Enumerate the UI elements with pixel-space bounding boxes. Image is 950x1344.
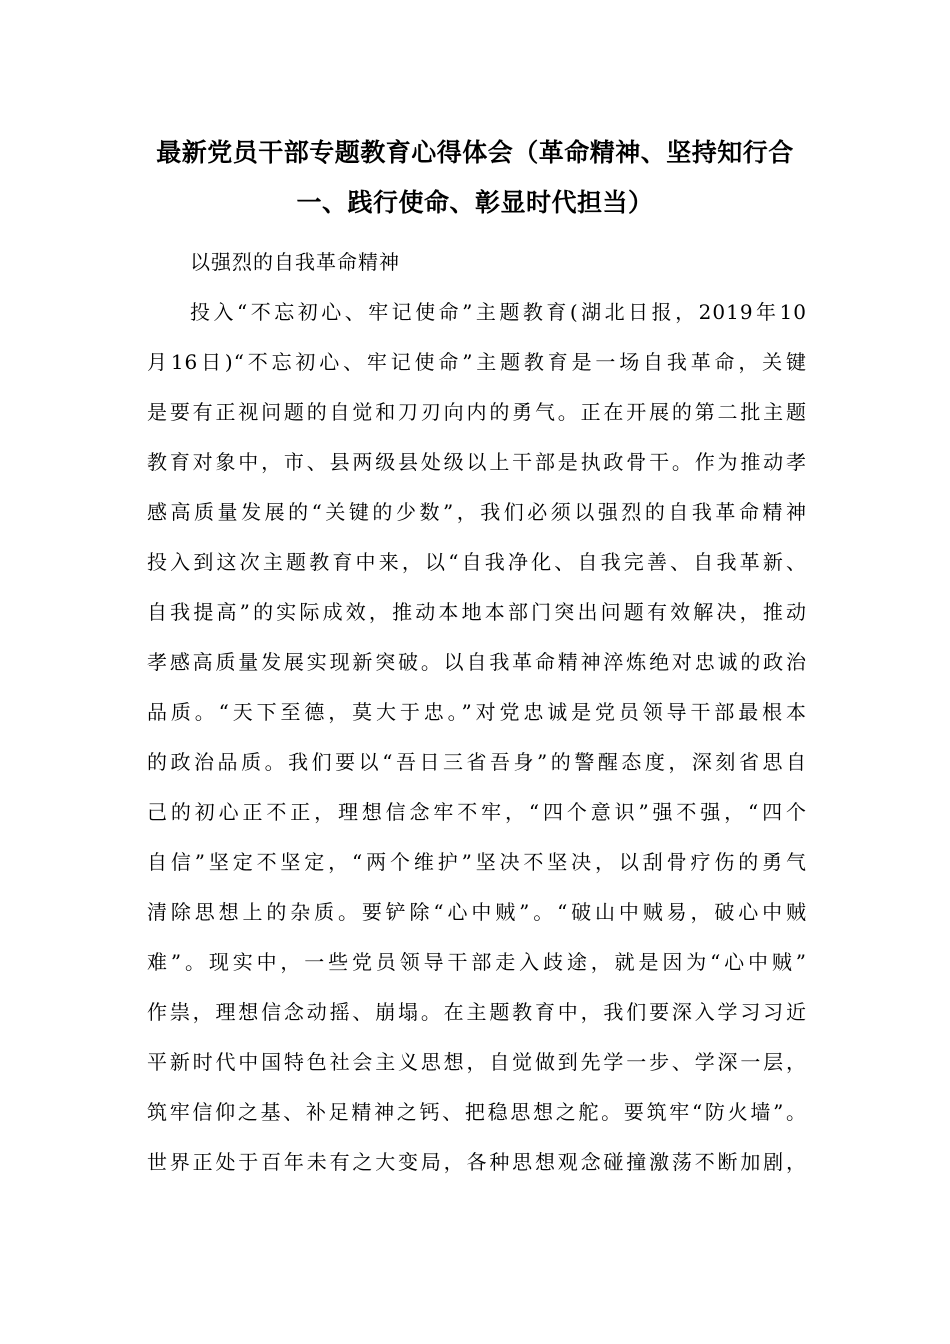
document-title-line-2: 一、践行使命、彰显时代担当） [296, 188, 654, 217]
paragraph-line: 己的初心正不正，理想信念牢不牢，“四个意识”强不强，“四个 [147, 800, 807, 824]
paragraph-line: 是要有正视问题的自觉和刀刃向内的勇气。正在开展的第二批主题 [147, 400, 807, 424]
paragraph-line: 教育对象中，市、县两级县处级以上干部是执政骨干。作为推动孝 [147, 450, 807, 474]
paragraph-line: 月16日)“不忘初心、牢记使命”主题教育是一场自我革命，关键 [147, 350, 807, 374]
paragraph-line: 投入“不忘初心、牢记使命”主题教育(湖北日报，2019年10 [190, 300, 807, 324]
section-subheading: 以强烈的自我革命精神 [190, 250, 400, 274]
paragraph-line: 自我提高”的实际成效，推动本地本部门突出问题有效解决，推动 [147, 600, 807, 624]
paragraph-line: 作祟，理想信念动摇、崩塌。在主题教育中，我们要深入学习习近 [147, 1000, 807, 1024]
paragraph-line: 平新时代中国特色社会主义思想，自觉做到先学一步、学深一层， [147, 1050, 807, 1074]
paragraph-line: 世界正处于百年未有之大变局，各种思想观念碰撞激荡不断加剧， [147, 1150, 807, 1174]
paragraph-line: 的政治品质。我们要以“吾日三省吾身”的警醒态度，深刻省思自 [147, 750, 807, 774]
paragraph-line: 投入到这次主题教育中来，以“自我净化、自我完善、自我革新、 [147, 550, 807, 574]
paragraph-line: 感高质量发展的“关键的少数”，我们必须以强烈的自我革命精神 [147, 500, 807, 524]
paragraph-line: 清除思想上的杂质。要铲除“心中贼”。“破山中贼易，破心中贼 [147, 900, 807, 924]
paragraph-line: 孝感高质量发展实现新突破。以自我革命精神淬炼绝对忠诚的政治 [147, 650, 807, 674]
paragraph-line: 难”。现实中，一些党员领导干部走入歧途，就是因为“心中贼” [147, 950, 807, 974]
paragraph-line: 品质。“天下至德，莫大于忠。”对党忠诚是党员领导干部最根本 [147, 700, 807, 724]
document-title-line-1: 最新党员干部专题教育心得体会（革命精神、坚持知行合 [156, 138, 794, 167]
paragraph-line: 自信”坚定不坚定，“两个维护”坚决不坚决，以刮骨疗伤的勇气 [147, 850, 807, 874]
paragraph-line: 筑牢信仰之基、补足精神之钙、把稳思想之舵。要筑牢“防火墙”。 [147, 1100, 807, 1124]
